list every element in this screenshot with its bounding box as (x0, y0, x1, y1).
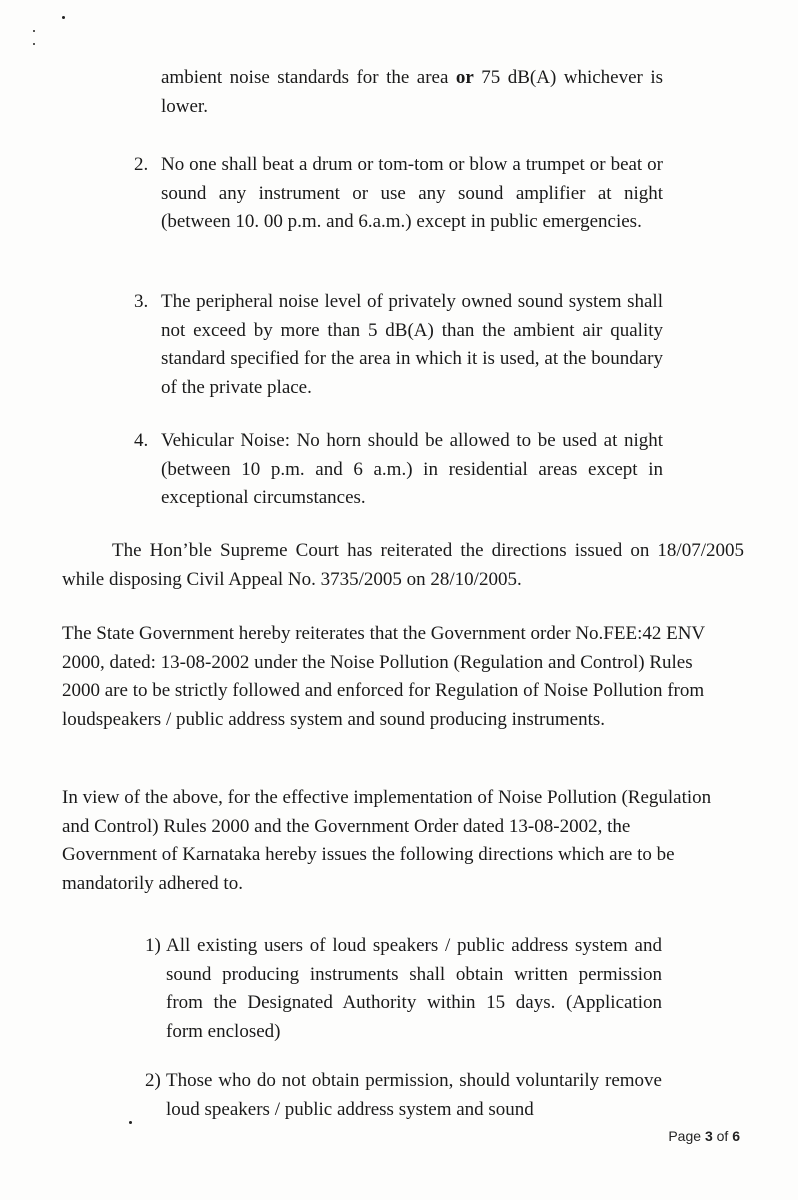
direction-1-text: All existing users of loud speakers / public address system and sound producing instruments shall obtain written permission from the Designated Authority within 15 days. (Application form enclosed) (166, 935, 662, 1042)
rule-3-number: 3. (134, 291, 149, 312)
rule-1-bold-or: or (455, 67, 474, 88)
rule-1-text-b: 75 dB(A) whichever is lower. (161, 67, 664, 117)
scan-speck (62, 16, 65, 19)
rule-2-number: 2. (134, 154, 149, 175)
direction-2-text: Those who do not obtain permission, should voluntarily remove loud speakers / public address system and sound (166, 1070, 662, 1120)
scan-speck (33, 30, 35, 32)
state-government-paragraph: The State Government hereby reiterates that the Government order No.FEE:42 ENV 2000, dated: 13-08-2002 under the Noise Pollution (Regulation and Control) Rules 2000 are to be strictly followed and enforced for Regulation of Noise Pollution from loudspeakers / public address system and sound producing instruments. (62, 623, 705, 730)
page-footer (668, 1128, 740, 1144)
rule-2-text: No one shall beat a drum or tom-tom or blow a trumpet or beat or sound any instrument or use any sound amplifier at night (between 10. 00 p.m. and 6.a.m.) except in public emergencies. (161, 154, 663, 232)
rule-1-text-a: ambient noise standards for the area (161, 67, 456, 88)
scan-speck (33, 43, 35, 45)
rule-4-text: Vehicular Noise: No horn should be allowed to be used at night (between 10 p.m. and 6 a.m.) in residential areas except in exceptional circumstances. (161, 430, 663, 508)
scan-speck (129, 1121, 132, 1124)
in-view-paragraph: In view of the above, for the effective implementation of Noise Pollution (Regulation and Control) Rules 2000 and the Government Order dated 13-08-2002, the Government of Karnataka hereby issues the following directions which are to be mandatorily adhered to. (62, 787, 712, 894)
page-label: Page (668, 1128, 702, 1144)
supreme-court-paragraph: The Hon’ble Supreme Court has reiterated the directions issued on 18/07/2005 while disposing Civil Appeal No. 3735/2005 on 28/10/2005. (62, 540, 744, 590)
rule-3-text: The peripheral noise level of privately owned sound system shall not exceed by more than 5 dB(A) than the ambient air quality standard specified for the area in which it is used, at the boundary of the private place. (161, 291, 663, 398)
direction-1-number: 1) (145, 935, 161, 956)
of-label: of (716, 1128, 729, 1144)
total-pages: 6 (732, 1128, 740, 1144)
rule-1-continuation (161, 64, 663, 121)
rule-4-number: 4. (134, 430, 149, 451)
direction-2-number: 2) (145, 1070, 161, 1091)
page-number: 3 (704, 1128, 713, 1144)
